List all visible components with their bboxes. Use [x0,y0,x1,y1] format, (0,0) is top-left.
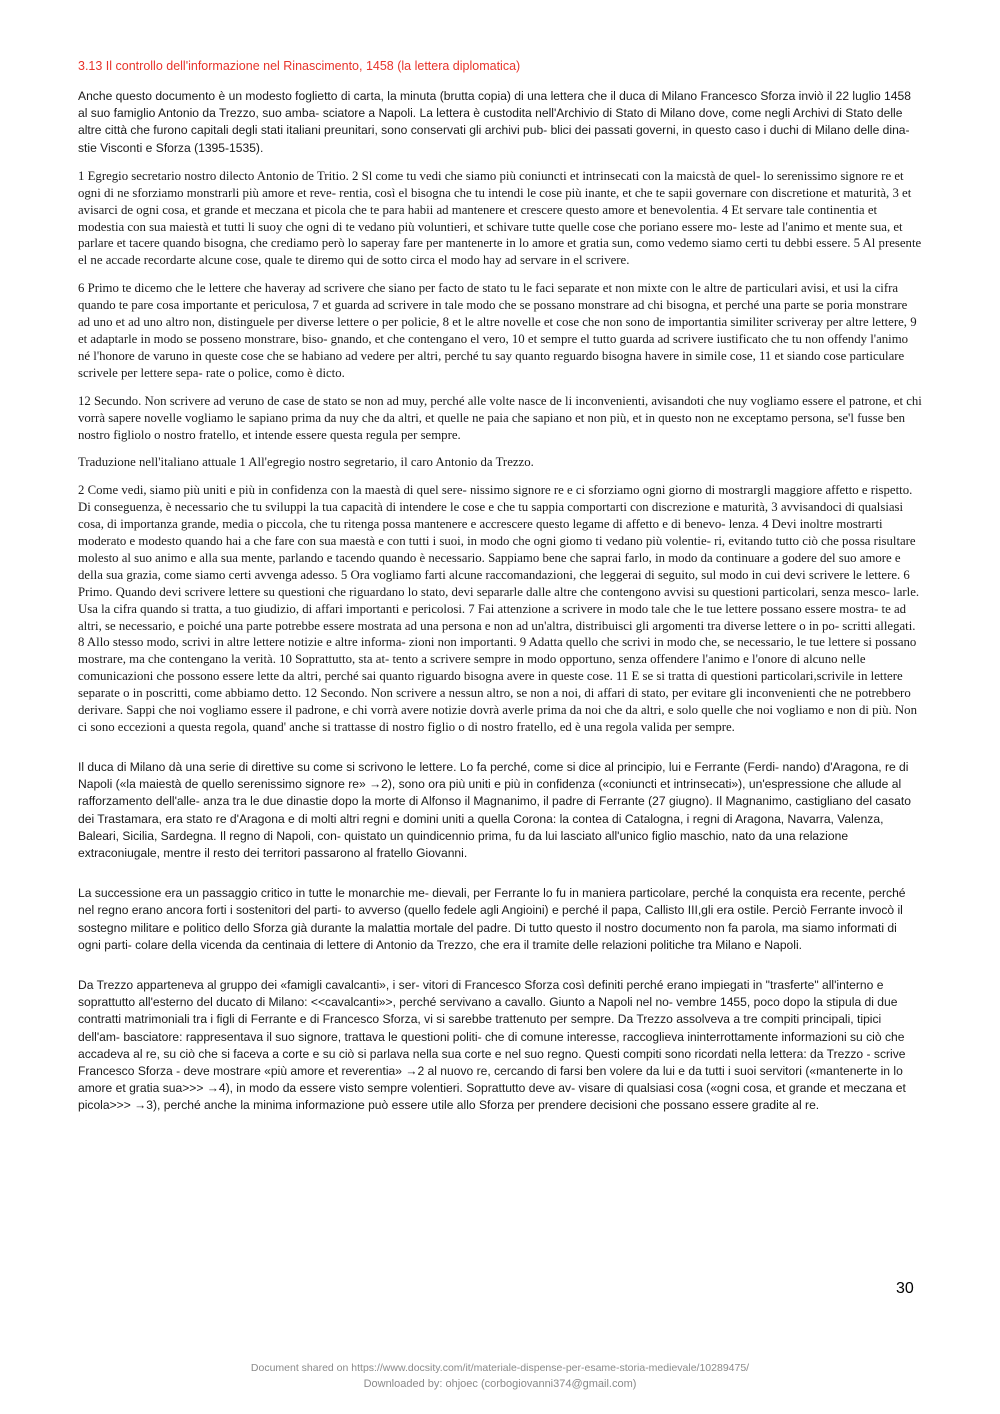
page-content [78,58,922,1126]
footer-downloaded-by: Downloaded by: ohjoec (corbogiovanni374@gmail.com) [363,1378,637,1390]
footer-shared-link[interactable]: Document shared on https://www.docsity.com/it/materiale-dispense-per-esame-storia-medievale/10289475/ [250,1362,750,1374]
section-heading: 3.13 Il controllo dell'informazione nel Rinascimento, 1458 (la lettera diplomatica) [78,59,521,73]
letter-paragraph-2: 6 Primo te dicemo che le lettere che haveray ad scrivere che siano per facto de stato tu le faci separate et non mixte con le altre de particulari avisi, et usi la cifra quando te pare cosa importante et periculosa, 7 et guarda ad scrivere in tale modo che se possano monstrare ad chi bisogna, et perché una parte se poria monstrare ad uno et ad uno altro non, distinguele per diverse lettere o per policie, 8 et le altre novelle et cose che non sono de importantia similiter scriveray per altre lettere, 9 et adaptarle in modo se posseno monstrare, biso- gnando, et che contengano el vero, 10 et sempre el tutto guarda ad scrivere iustificato che tu non offendy l'animo né l'honore de varuno in queste cose che se habiano ad vedere per altri, perché tu say quanto reguardo bisogna havere in simile cose, 11 et siando cose particulare scrivele per lettere sepa- rate o police, como è dicto. [78,281,917,380]
intro-paragraph: Anche questo documento è un modesto foglietto di carta, la minuta (brutta copia) di una lettera che il duca di Milano Francesco Sforza inviò il 22 luglio 1458 al suo famiglio Antonio da Trezzo, suo amba- sciatore a Napoli. La lettera è custodita nell'Archivio di Stato di Milano dove, come negli Archivi di Stato delle altre città che furono capitali degli stati italiani preunitari, sono conservati gli archivi pub- blici dei passati governi, in questo caso i duchi di Milano delle dina- stie Visconti e Sforza (1395-1535). [78,89,911,155]
letter-paragraph-1: 1 Egregio secretario nostro dilecto Antonio de Tritio. 2 Sl come tu vedi che siamo più coniuncti et intrinsecati con la maicstà de quel- lo serenissimo signore re et ogni di ne sforziamo monstrarli più amore et reve- rentia, così el bisogna che tu intendi le cose più inante, et che te sapii governare con discretione et maturità, 3 et avisarci de ogni cosa, et grande et meczana et picola che te para habii ad mantenere et crescere questo amore et benevolentia. 4 Et servare tale continentia et modestia con sua maiestà et tutti li suoy che ogni di te vedano più voluntieri, et schivare tutte quelle cose che poriano essere mo- leste ad l'animo et mente sua, et parlare et tacere quando bisogna, che crediamo però lo saperay fare per mantenerte in lo amore et gratia sun, como vedemo siamo certi tu debbi essere. 5 Al presente el ne accade recordarte alcune cose, quale te diremo qui de sotto circa el modo hay ad servare in el scrivere. [78,168,922,268]
commentary-paragraph-3: Da Trezzo apparteneva al gruppo dei «famigli cavalcanti», i ser- vitori di Francesco Sforza così definiti perché erano impiegati in "trasferte" all'interno e soprattutto all'esterno del ducato di Milano: <<cavalcanti»>, perché servivano a cavallo. Giunto a Napoli nel no- vembre 1455, poco dopo la stipula di due contratti matrimoniali tra i figli di Ferrante e di Francesco Sforza, vi si sarebbe trattenuto per sempre. Da Trezzo assolveva a tre compiti principali, tipici dell'am- basciatore: rappresentava il suo signore, trattava le questioni politi- che di comune interesse, raccoglieva ininterrottamente informazioni su ciò che accadeva al re, su ciò che si faceva a corte e su ciò si parlava nella sua corte e nel suo regno. Questi compiti sono ricordati nella lettera: da Trezzo - scrive Francesco Sforza - deve mostrare «più amore et reverentia» →2 al nuovo re, cercando di farsi ben volere da lui e da tutti i suoi servitori («mantenerte in lo amore et gratia sua>>> →4), in modo da essere visto sempre volentieri. Soprattutto deve av- visare di qualsiasi cosa («ogni cosa, et grande et meczana et picola>>> →3), perché anche la minima informazione può essere utile allo Sforza per prendere decisioni che possano essere gradite al re. [78,977,906,1113]
page-number: 30 [896,1280,914,1297]
translation-paragraph: 2 Come vedi, siamo più uniti e più in confidenza con la maestà di quel sere- nissimo signore re e ci sforziamo ogni giorno di mostrargli maggiore affetto e rispetto. Di conseguenza, è necessario che tu sviluppi la tua capacità di intendere le cose e che tu sappia comportarti con discrezione e maturità, 3 avvisandoci di qualsiasi cosa, di importanza grande, media o piccola, che tu ritenga possa mantenere e accrescere questo legame di affetto e di benevo- lenza. 4 Devi inoltre mostrarti moderato e modesto quando hai a che fare con sua maestà e con tutti i suoi, in modo che ogni giomo ti vedano più volentie- ri, evitando tutto ciò che possa risultare molesto al suo animo e alla sua mente, parlando e tacendo quando è necessario. Sappiamo bene che saprai farlo, in modo da continuare a godere del suo amore e della sua grazia, come siamo certi avvenga adesso. 5 Ora vogliamo farti alcune raccomandazioni, che leggerai di seguito, sul modo in cui devi scrivere le lettere. 6 Primo. Quando devi scrivere lettere su questioni che riguardano lo stato, devi separarle dalle altre che contengono avvisi su questioni particolari, senza mesco- larle. Usa la cifra quando si tratta, a tuo giudizio, di affari importanti e pericolosi. 7 Fai attenzione a scrivere in modo tale che le tue lettere possano essere mostra- te ad altri, se necessario, e poiché una parte potrebbe essere mostrata ad una persona e non ad un'altra, distribuisci gli argomenti tra diverse lettere o in po- scritti allegati. 8 Allo stesso modo, scrivi in altre lettere notizie e altre informa- zioni non importanti. 9 Adatta quello che scrivi in modo che, se necessario, le tue lettere si possano mostrare, ma che contengano la verità. 10 Soprattutto, sta at- tento a scrivere sempre in modo opportuno, senza offendere l'animo e l'onore di alcuno nelle comunicazioni che possono essere lette da altri, perché sai quanto riguardo bisogna avere in queste cose. 11 E se si tratta di questioni particolari,scrivile in lettere separate o in poscritti, come abbiamo detto. 12 Secondo. Non scrivere a nessun altro, se non a noi, di affari di stato, per evitare gli inconvenienti che ne potrebbero derivare. Sappi che noi vogliamo essere il padrone, e chi vorrà avere notizie dovrà averle prima da noi che da altri, e solo quelle che noi vogliamo e non di più. Non ci sono eccezioni a questa regola, quand' anche si trattasse di nostro figlio o di nostro fratello, ed è una regola valida per sempre. [78,483,920,734]
commentary-paragraph-2: La successione era un passaggio critico in tutte le monarchie me- dievali, per Ferrante lo fu in maniera particolare, perché la conquista era recente, perché nel regno erano ancora forti i sostenitori del parti- to avverso (quello fedele agli Angioini) e perché il papa, Callisto III,gli era ostile. Perciò Ferrante invocò il sostegno militare e politico dello Sforza già durante la malattia mortale del padre. Di tutto questo il nostro documento non fa parola, ma siamo informati di ogni parti- colare della vicenda da centinaia di lettere di Antonio da Trezzo, che era il tramite delle relazioni politiche tra Milano e Napoli. [78,886,906,952]
letter-paragraph-3: 12 Secundo. Non scrivere ad veruno de case de stato se non ad muy, perché alle volte nasce de li inconvenienti, avisandoti che nuy vogliamo essere el patrone, et chi vorrà sapere novelle vogliamo le sapiano prima da nuy che da altri, et quelle ne paia che sapiano et non più, et in questo non ne exceptamo persona, se'l fusse ben nostro figliolo o nostro fratello, et intende essere questa regula per sempre. [78,393,922,442]
commentary-paragraph-1: Il duca di Milano dà una serie di direttive su come si scrivono le lettere. Lo fa perché, come si dice al principio, lui e Ferrante (Ferdi- nando) d'Aragona, re di Napoli («la maiestà de quello serenissimo signore re» →2), sono ora più uniti e più in confidenza («coniuncti et intrinsecati»), un'espressione che allude al rafforzamento dell'alle- anza tra le due dinastie dopo la morte di Alfonso il Magnanimo, il padre di Ferrante (27 giugno). Il Magnanimo, castigliano del casato dei Trastamara, era stato re d'Aragona e di molti altri regni e domini uniti a quella Corona: la contea di Catalogna, i regni di Aragona, Navarra, Valenza, Baleari, Sicilia, Sardegna. Il regno di Napoli, con- quistato un quindicennio prima, fu da lui lasciato all'unico figlio maschio, nato da una relazione extraconiugale, mentre il resto dei territori passarono al fratello Giovanni. [78,759,911,860]
translation-title: Traduzione nell'italiano attuale 1 All'egregio nostro segretario, il caro Antonio da Trezzo. [78,455,534,470]
